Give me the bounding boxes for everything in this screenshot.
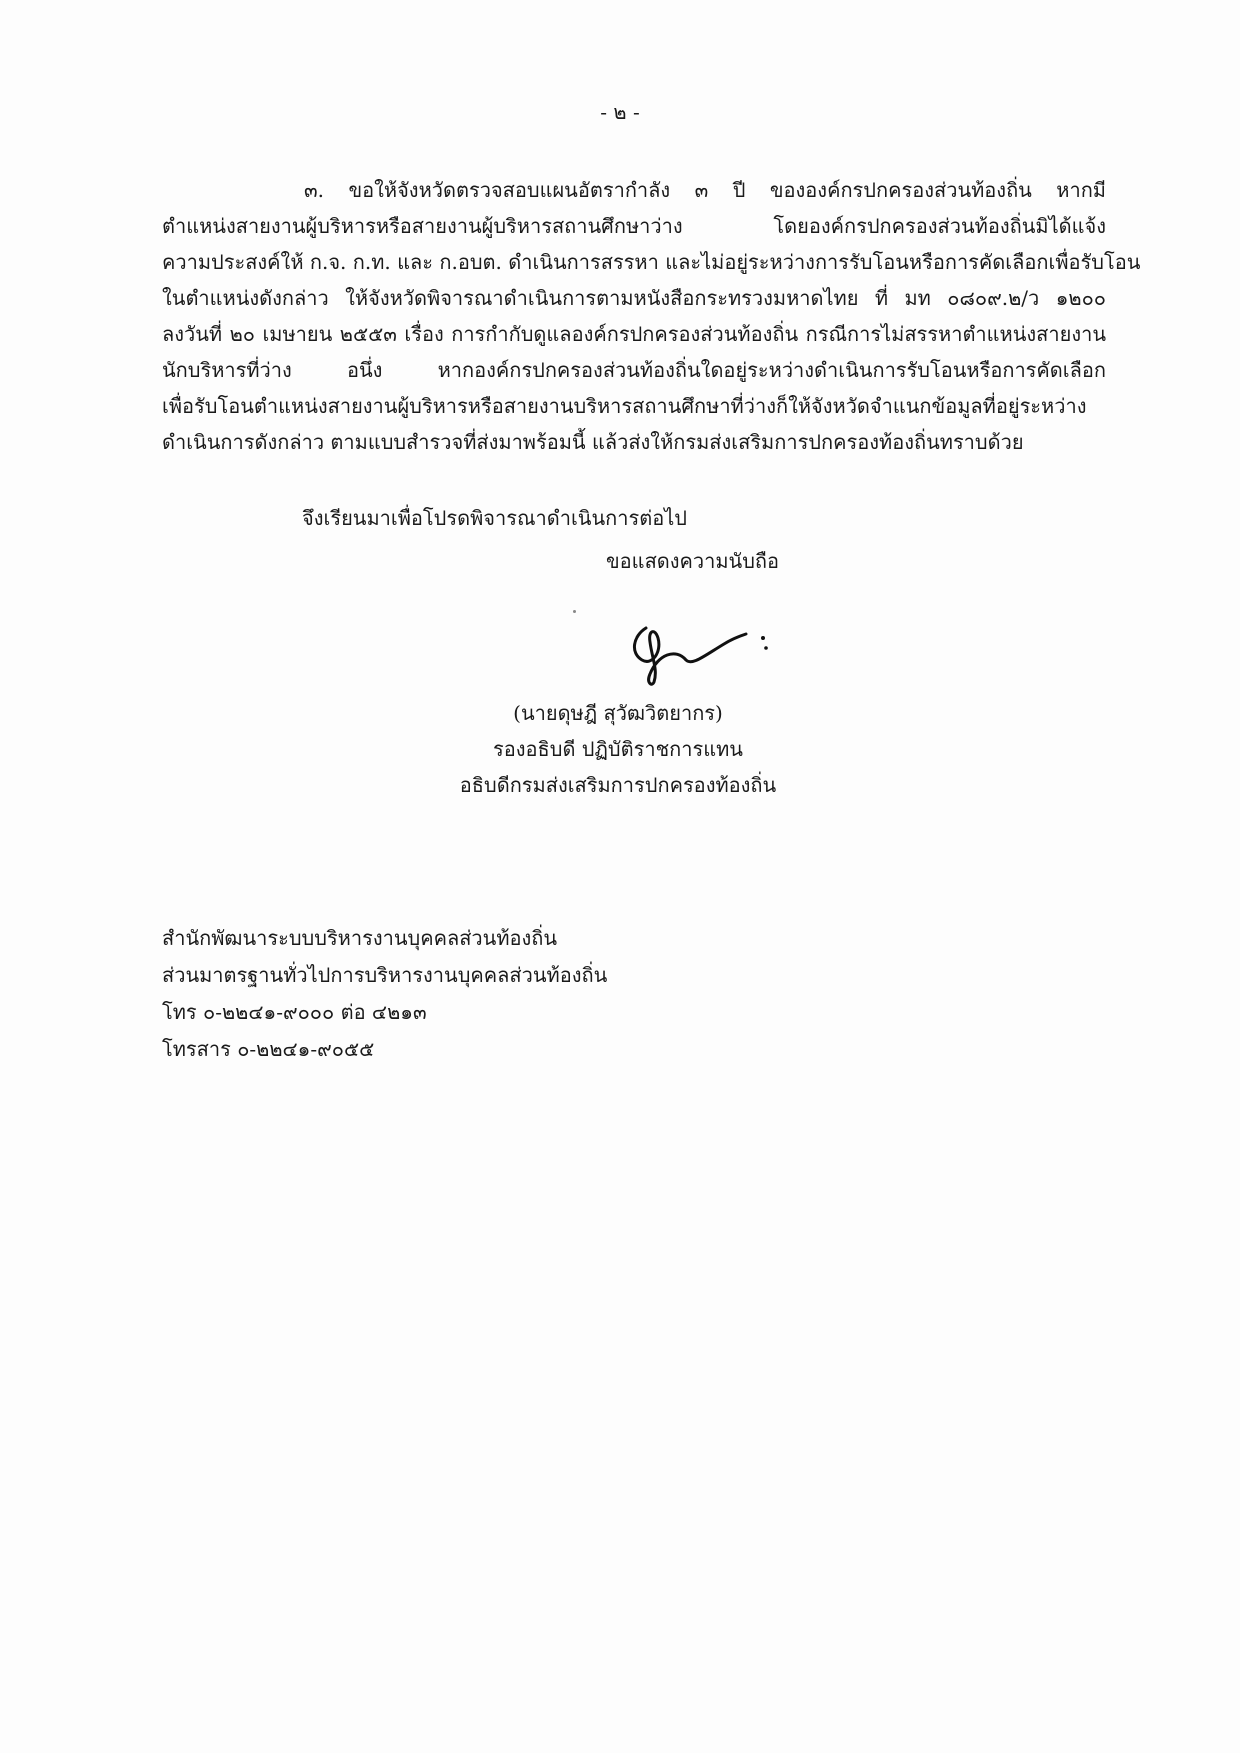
- closing-sentence: จึงเรียนมาเพื่อโปรดพิจารณาดำเนินการต่อไป: [302, 506, 687, 530]
- paragraph-line: ความประสงค์ให้ ก.จ. ก.ท. และ ก.อบต. ดำเนินการสรรหา และไม่อยู่ระหว่างการรับโอนหรือการคัดเลือกเพื่อรับโอน: [162, 250, 1141, 274]
- paragraph-line: ตำแหน่งสายงานผู้บริหารหรือสายงานผู้บริหารสถานศึกษาว่าง โดยองค์กรปกครองส่วนท้องถิ่นมิได้แจ้ง: [162, 214, 1106, 238]
- division-name: ส่วนมาตรฐานทั่วไปการบริหารงานบุคคลส่วนท้องถิ่น: [162, 963, 608, 987]
- paragraph-line: ดำเนินการดังกล่าว ตามแบบสำรวจที่ส่งมาพร้อมนี้ แล้วส่งให้กรมส่งเสริมการปกครองท้องถิ่นทราบด้วย: [162, 430, 1024, 454]
- paragraph-line: เพื่อรับโอนตำแหน่งสายงานผู้บริหารหรือสายงานบริหารสถานศึกษาที่ว่างก็ให้จังหวัดจำแนกข้อมูลที่อยู่ระหว่าง: [162, 394, 1087, 418]
- body-paragraph: [162, 172, 1141, 460]
- signer-title: อธิบดีกรมส่งเสริมการปกครองท้องถิ่น: [459, 773, 777, 797]
- paragraph-line: ในตำแหน่งดังกล่าว ให้จังหวัดพิจารณาดำเนินการตามหนังสือกระทรวงมหาดไทย ที่ มท ๐๘๐๙.๒/ว ๑๒๐๐: [162, 286, 1106, 310]
- page-number: - ๒ -: [600, 100, 640, 124]
- signer-name: (นายดุษฎี สุวัฒวิตยากร): [513, 701, 723, 725]
- scan-speck: [573, 610, 576, 613]
- fax-number: โทรสาร ๐-๒๒๔๑-๙๐๕๕: [162, 1037, 375, 1061]
- paragraph-line: ลงวันที่ ๒๐ เมษายน ๒๕๕๓ เรื่อง การกำกับดูแลองค์กรปกครองส่วนท้องถิ่น กรณีการไม่สรรหาตำแหน่งสายงาน: [162, 322, 1106, 346]
- contact-block: [162, 920, 607, 1068]
- paragraph-line: นักบริหารที่ว่าง อนึ่ง หากองค์กรปกครองส่วนท้องถิ่นใดอยู่ระหว่างดำเนินการรับโอนหรือการคัดเลือก: [162, 358, 1106, 382]
- paragraph-line: ๓. ขอให้จังหวัดตรวจสอบแผนอัตรากำลัง ๓ ปี ขององค์กรปกครองส่วนท้องถิ่น หากมี: [304, 178, 1106, 202]
- phone-number: โทร ๐-๒๒๔๑-๙๐๐๐ ต่อ ๔๒๑๓: [162, 1000, 427, 1024]
- signature-image: [628, 608, 778, 688]
- signer-title: รองอธิบดี ปฏิบัติราชการแทน: [493, 737, 743, 761]
- regards-text: ขอแสดงความนับถือ: [606, 549, 780, 573]
- office-name: สำนักพัฒนาระบบบริหารงานบุคคลส่วนท้องถิ่น: [162, 926, 558, 950]
